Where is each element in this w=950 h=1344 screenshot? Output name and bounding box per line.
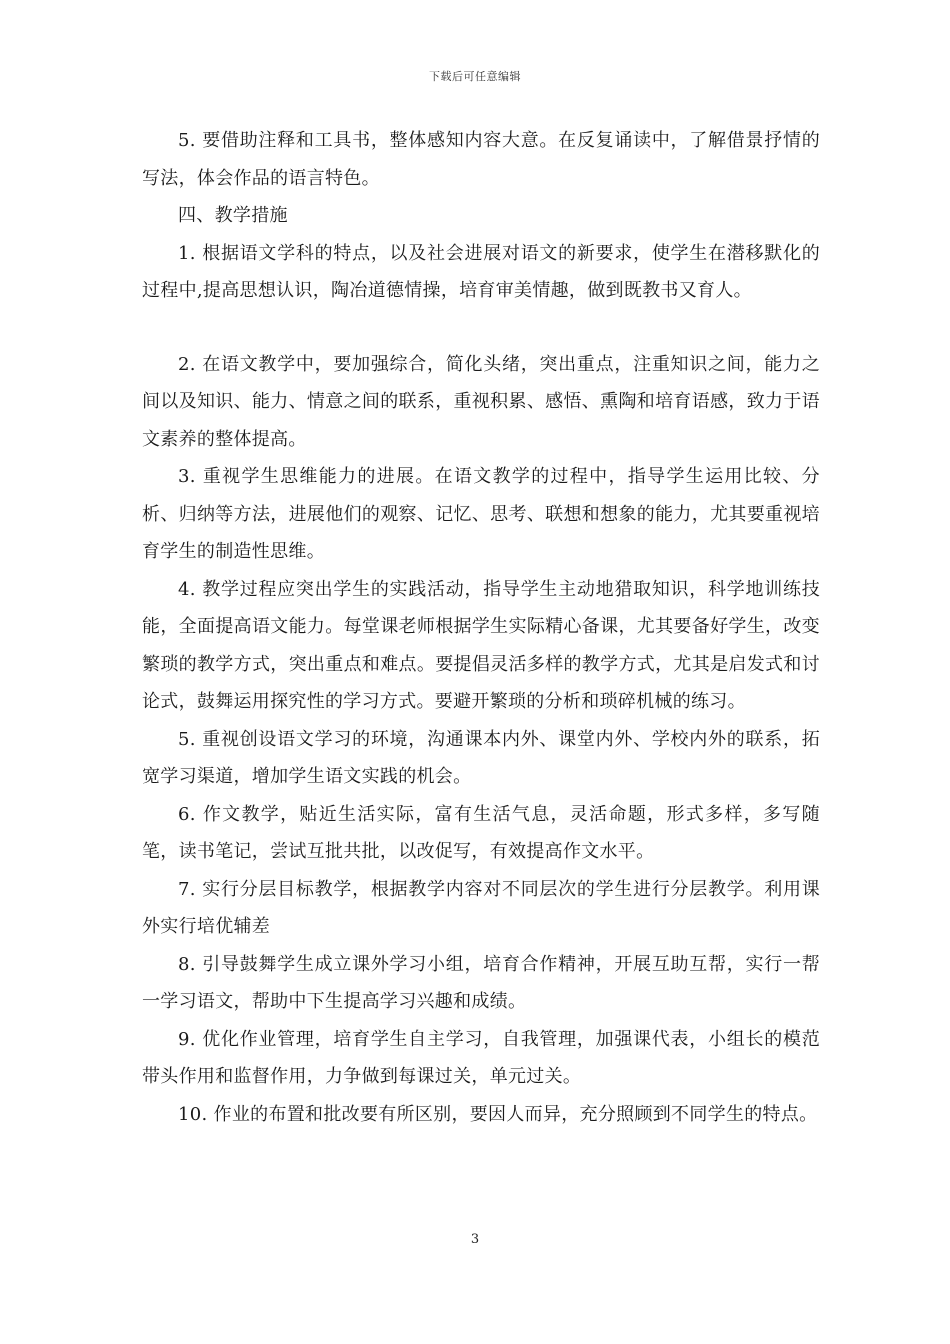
- page-header: 下载后可任意编辑: [429, 70, 521, 83]
- paragraph-measure-9: 9. 优化作业管理，培育学生自主学习，自我管理，加强课代表，小组长的模范带头作用和监督作用，力争做到每课过关，单元过关。: [142, 1028, 820, 1087]
- document-body: [142, 122, 820, 1133]
- paragraph-measure-3: 3. 重视学生思维能力的进展。在语文教学的过程中，指导学生运用比较、分析、归纳等方法，进展他们的观察、记忆、思考、联想和想象的能力，尤其要重视培育学生的制造性思维。: [142, 466, 820, 562]
- paragraph-measure-5: 5. 重视创设语文学习的环境，沟通课本内外、课堂内外、学校内外的联系，拓宽学习渠道，增加学生语文实践的机会。: [142, 728, 820, 787]
- paragraph-measure-4: 4. 教学过程应突出学生的实践活动，指导学生主动地猎取知识，科学地训练技能，全面提高语文能力。每堂课老师根据学生实际精心备课，尤其要备好学生，改变繁琐的教学方式，突出重点和难点。要提倡灵活多样的教学方式，尤其是启发式和讨论式，鼓舞运用探究性的学习方式。要避开繁琐的分析和琐碎机械的练习。: [142, 578, 820, 712]
- page-number: 3: [470, 1232, 480, 1247]
- paragraph-measure-7: 7. 实行分层目标教学，根据教学内容对不同层次的学生进行分层教学。利用课外实行培优辅差: [142, 878, 820, 937]
- paragraph-measure-6: 6. 作文教学，贴近生活实际，富有生活气息，灵活命题，形式多样，多写随笔，读书笔记，尝试互批共批，以改促写，有效提高作文水平。: [142, 803, 820, 862]
- paragraph-measure-10: 10. 作业的布置和批改要有所区别，要因人而异，充分照顾到不同学生的特点。: [178, 1103, 818, 1125]
- paragraph-measure-8: 8. 引导鼓舞学生成立课外学习小组，培育合作精神，开展互助互帮，实行一帮一学习语文，帮助中下生提高学习兴趣和成绩。: [142, 953, 820, 1012]
- paragraph-measure-2: 2. 在语文教学中，要加强综合，简化头绪，突出重点，注重知识之间，能力之间以及知识、能力、情意之间的联系，重视积累、感悟、熏陶和培育语感，致力于语文素养的整体提高。: [142, 353, 820, 450]
- paragraph-item-5-reading: 5. 要借助注释和工具书，整体感知内容大意。在反复诵读中，了解借景抒情的写法，体会作品的语言特色。: [142, 130, 820, 189]
- section-heading-teaching-measures: 四、教学措施: [178, 205, 288, 226]
- paragraph-measure-1: 1. 根据语文学科的特点，以及社会进展对语文的新要求，使学生在潜移默化的过程中,提高思想认识，陶冶道德情操，培育审美情趣，做到既教书又育人。: [142, 242, 820, 301]
